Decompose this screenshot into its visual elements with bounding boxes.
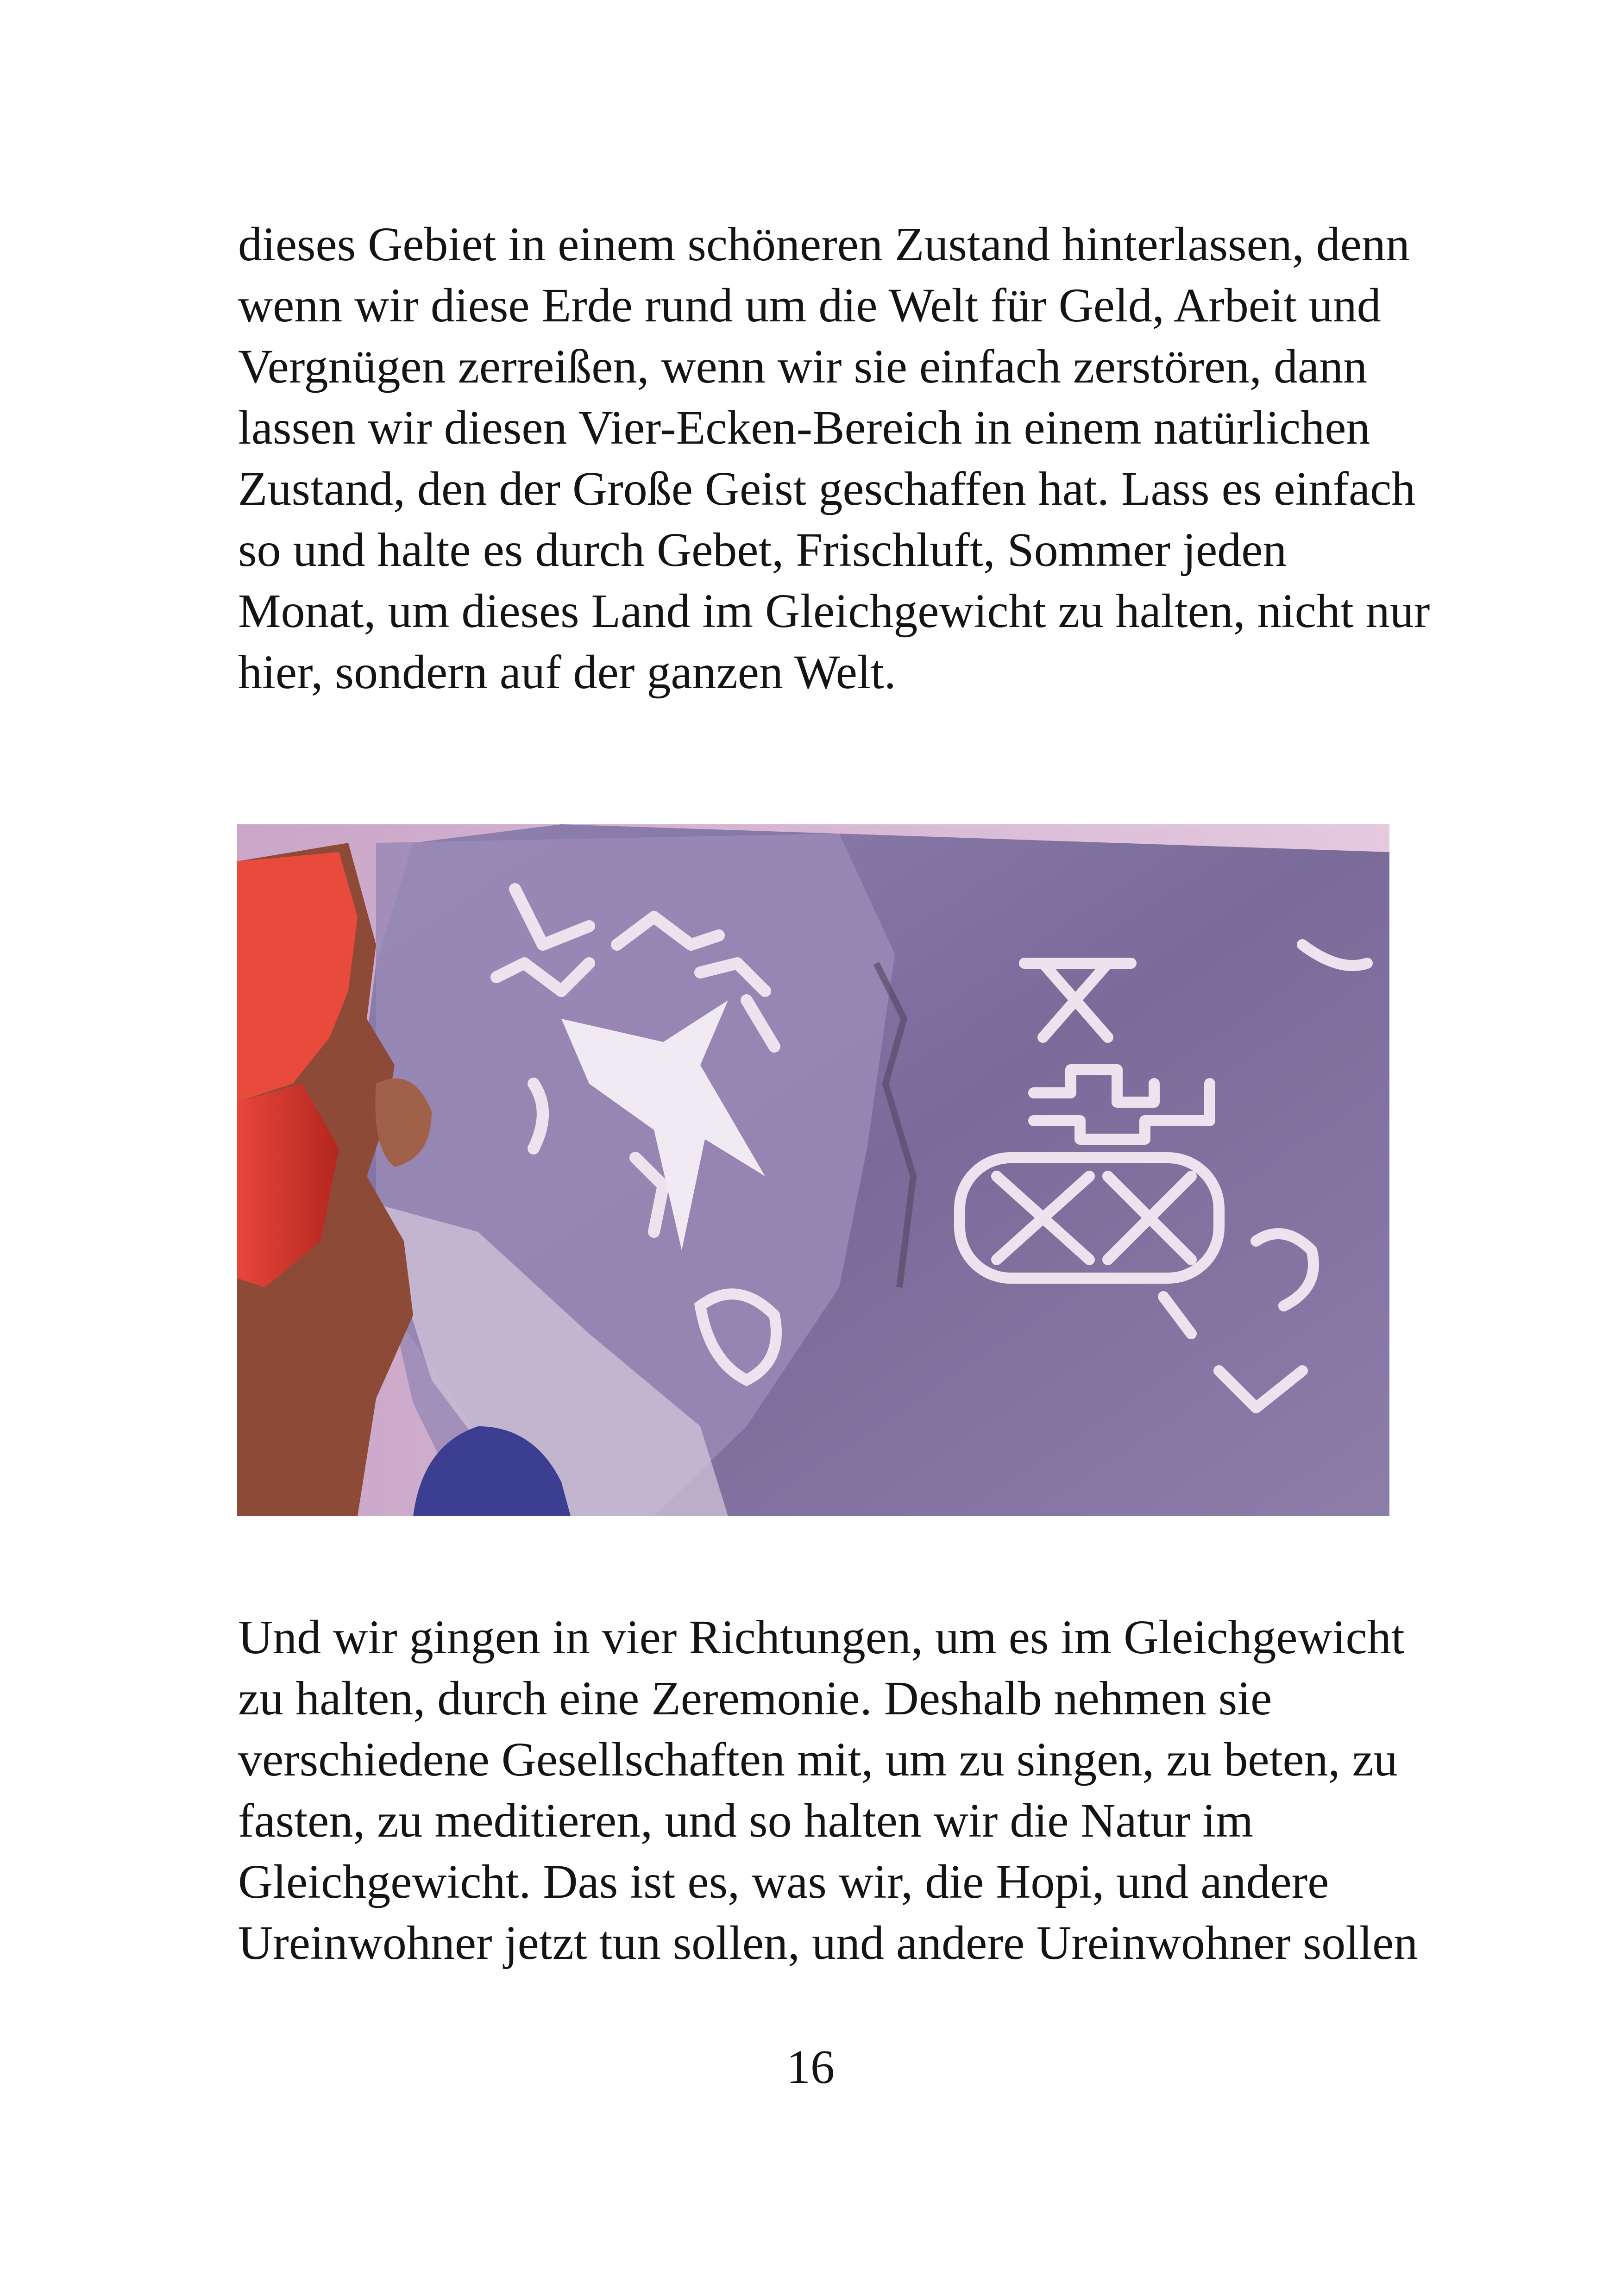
text-line: lassen wir diesen Vier-Ecken-Bereich in einem natürlichen xyxy=(238,401,1370,454)
paragraph-top xyxy=(238,214,1430,703)
text-line: hier, sondern auf der ganzen Welt. xyxy=(238,646,896,699)
text-line: Ureinwohner jetzt tun sollen, und andere Ureinwohner sollen xyxy=(238,1916,1418,1970)
text-line: Und wir gingen in vier Richtungen, um es im Gleichgewicht xyxy=(238,1611,1405,1664)
text-line: verschiedene Gesellschaften mit, um zu singen, zu beten, zu xyxy=(238,1733,1398,1786)
text-line: Vergnügen zerreißen, wenn wir sie einfach zerstören, dann xyxy=(238,340,1368,393)
text-line: dieses Gebiet in einem schöneren Zustand hinterlassen, denn xyxy=(238,218,1410,271)
text-line: zu halten, durch eine Zeremonie. Deshalb nehmen sie xyxy=(238,1672,1272,1725)
text-line: wenn wir diese Erde rund um die Welt für Geld, Arbeit und xyxy=(238,279,1381,332)
text-line: so und halte es durch Gebet, Frischluft, Sommer jeden xyxy=(238,523,1287,577)
text-line: Monat, um dieses Land im Gleichgewicht zu halten, nicht nur xyxy=(238,584,1430,638)
petroglyph-photo xyxy=(237,824,1389,1516)
text-line: Zustand, den der Große Geist geschaffen hat. Lass es einfach xyxy=(238,462,1416,515)
page-number: 16 xyxy=(786,2040,835,2094)
text-line: Gleichgewicht. Das ist es, was wir, die Hopi, und andere xyxy=(238,1855,1329,1908)
text-line: fasten, zu meditieren, und so halten wir die Natur im xyxy=(238,1794,1254,1847)
paragraph-bottom xyxy=(238,1607,1424,1974)
petroglyph-illustration xyxy=(237,824,1389,1516)
